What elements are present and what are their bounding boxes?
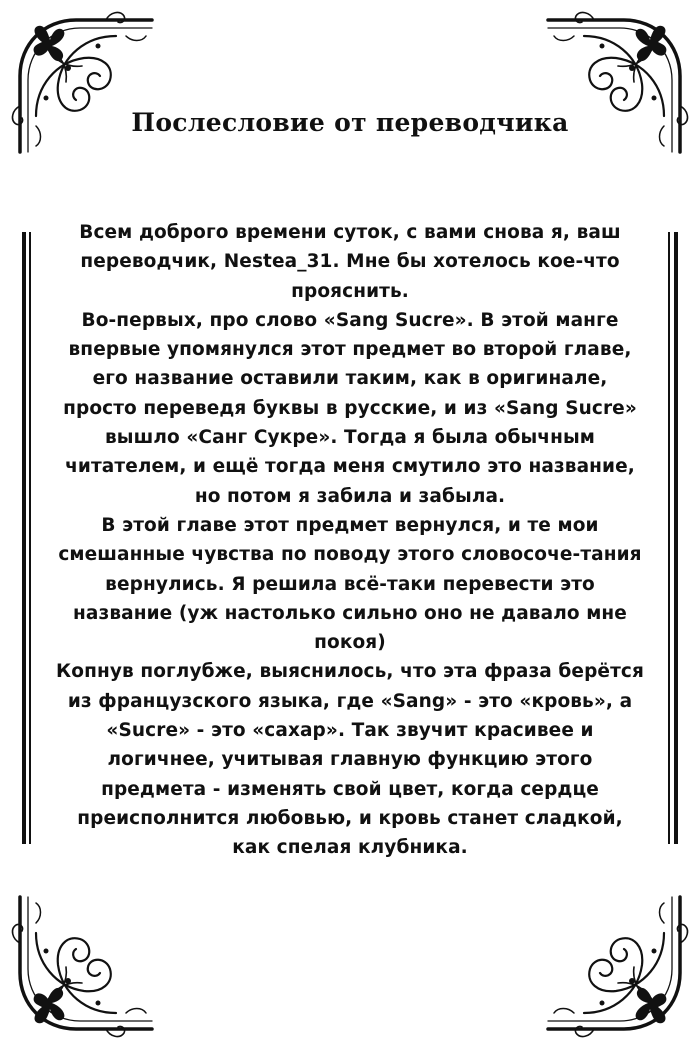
right-border-rule bbox=[668, 232, 678, 844]
flourish-icon bbox=[544, 893, 694, 1043]
corner-ornament-bottom-right bbox=[544, 893, 694, 1043]
left-border-rule bbox=[22, 232, 32, 844]
paragraph-first-point: Во-первых, про слово «Sang Sucre». В этой манге впервые упомянулся этот предмет во второй главе, его название оставили таким, как в оригинале, просто переведя буквы в русские, и из «Sang Sucre» вышло «Санг Сукре». Тогда я была обычным читателем, и ещё тогда меня смутило это название, но потом я забила и забыла. bbox=[63, 309, 637, 507]
afterword-text bbox=[56, 218, 644, 863]
paragraph-greeting: Всем доброго времени суток, с вами снова я, ваш переводчик, Nestea_31. Мне бы хотелось кое-что прояснить. bbox=[79, 222, 621, 302]
flourish-icon bbox=[6, 893, 156, 1043]
corner-ornament-bottom-left bbox=[6, 893, 156, 1043]
paragraph-second-point: В этой главе этот предмет вернулся, и те мои смешанные чувства по поводу этого словосоче-тания вернулись. Я решила всё-таки перевести это название (уж настолько сильно оно не давало мне покоя) bbox=[58, 514, 642, 654]
paragraph-explanation: Копнув поглубже, выяснилось, что эта фраза берётся из французского языка, где «Sang» - это «кровь», а «Sucre» - это «сахар». Так звучит красивее и логичнее, учитывая главную функцию этого предмета - изменять свой цвет, когда сердце преисполнится любовью, и кровь станет сладкой, как спелая клубника. bbox=[56, 661, 644, 859]
page-title: Послесловие от переводчика bbox=[131, 108, 569, 137]
